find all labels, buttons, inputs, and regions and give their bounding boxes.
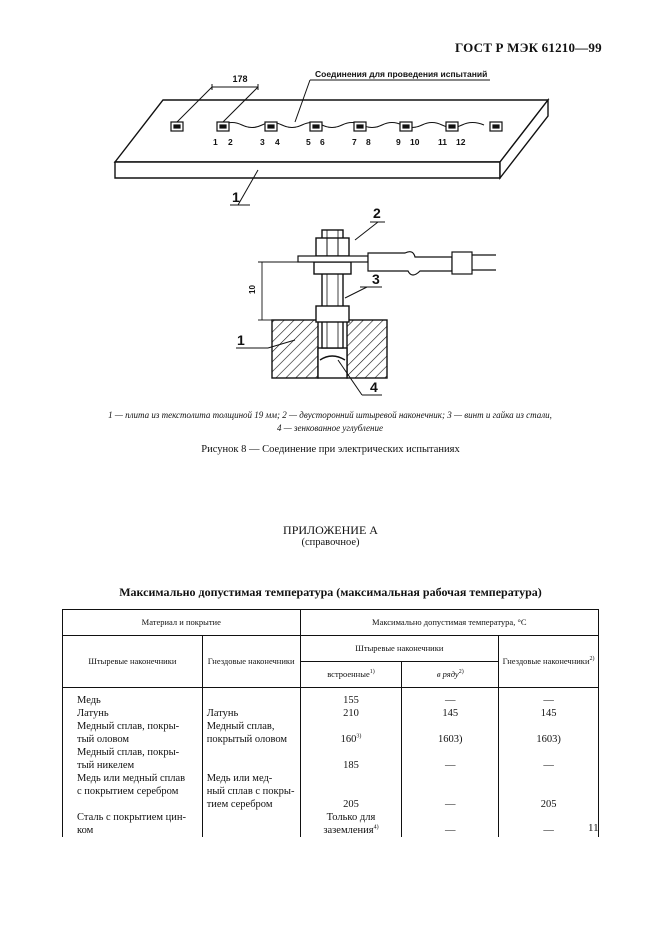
header-socket-col [499,636,599,688]
table-cell-pin: тый оловом [63,733,203,746]
header-pin-group: Штыревые наконечники [300,636,499,662]
plate-section-left [272,320,318,378]
header-material: Материал и покрытие [63,610,301,636]
header-in-row-label: в ряду [436,669,459,679]
table-cell-sock [499,785,599,798]
table-row [63,798,599,811]
table-cell-socket: Медь или мед- [202,772,300,785]
table-cell-pin [63,798,203,811]
table-cell-sock: 205 [499,798,599,811]
terminal-number: 11 [438,137,447,147]
plate-front [115,162,500,178]
figure-legend-line2: 4 — зенкованное углубление [277,423,383,433]
table-cell-row: — [402,824,499,837]
table-cell-sock: — [499,759,599,772]
side-dimension-label: 10 [248,285,257,294]
terminal-number: 6 [320,137,325,147]
table-cell-socket: покрытый оловом [202,733,300,746]
table-cell-built: 185 [300,759,402,772]
table-cell-built: заземления$^{4)}$ [300,824,402,837]
table-cell-pin: Медный сплав, покры- [63,720,203,733]
table-cell-row [402,785,499,798]
table-cell-pin: Медь или медный сплав [63,772,203,785]
table-cell-socket [202,694,300,707]
table-cell-sock: — [499,694,599,707]
table-cell-row [402,772,499,785]
top-nut [316,238,349,256]
terminal-number: 2 [228,137,233,147]
table-row [63,720,599,733]
plate-section-right [347,320,387,378]
table-row [63,707,599,720]
terminal-number: 7 [352,137,357,147]
figure-title: Рисунок 8 — Соединение при электрических испытаниях [201,444,460,455]
terminal-number: 1 [213,137,218,147]
table-cell-socket [202,746,300,759]
table-cell-note: 4) [373,824,379,830]
table-cell-pin: Медь [63,694,203,707]
appendix-title: ПРИЛОЖЕНИЕ А [283,523,378,537]
callout-2: 2 [373,205,381,221]
terminal-number: 4 [275,137,280,147]
washer [314,262,351,274]
table-cell-socket: Латунь [202,707,300,720]
table-cell-pin: тый никелем [63,759,203,772]
table-cell-pin: Медный сплав, покры- [63,746,203,759]
table-cell-socket: тием серебром [202,798,300,811]
callout-3: 3 [372,271,380,287]
pin-terminal-body [368,252,452,275]
terminal-number: 3 [260,137,265,147]
header-built-in-label: встроенные [327,669,370,679]
table-row [63,811,599,824]
figure-legend [60,409,600,435]
header-max-temp: Максимально допустимая температура, °С [300,610,598,636]
table-cell-row: 1603) [402,733,499,746]
table-cell-sock [499,811,599,824]
table-row [63,759,599,772]
callout-1: 1 [237,332,245,348]
table-cell-row: — [402,759,499,772]
header-socket-note: 2) [589,656,595,663]
table-cell-sock: 1603) [499,733,599,746]
connections-label: Соединения для проведения испытаний [315,69,488,79]
table-cell-sock: — [499,824,599,837]
header-pin: Штыревые наконечники [63,636,203,688]
pin-terminal-bar [298,256,368,262]
terminal-number: 12 [456,137,466,147]
table-cell-built [300,746,402,759]
table-title: Максимально допустимая температура (максимальная рабочая температура) [119,585,542,599]
table-cell-built [300,785,402,798]
table-cell-note: 3) [356,733,362,739]
table-cell-pin: Латунь [63,707,203,720]
table-row [63,733,599,746]
table-row [63,772,599,785]
appendix-subtitle: (справочное) [301,537,360,548]
table-row [63,785,599,798]
dimension-top-label: 178 [232,74,248,84]
table-cell-built: Только для [300,811,402,824]
countersink [318,348,347,378]
table-cell-row [402,811,499,824]
table-cell-built: 210 [300,707,402,720]
table-cell-pin: ком [63,824,203,837]
header-in-row-note: 2) [458,669,464,676]
terminal-number: 10 [410,137,420,147]
table-body [63,688,599,837]
header-in-row [402,662,499,688]
lower-nut [316,306,349,322]
table-cell-built: 205 [300,798,402,811]
table-row [63,824,599,837]
table-cell-socket [202,824,300,837]
figure-legend-line1: 1 — плита из текстолита толщиной 19 мм; 2 — двусторонний штыревой наконечник; 3 — винт и гайка из стали, [108,410,552,420]
temperature-table [62,609,599,837]
callout-4: 4 [370,379,378,395]
table-cell-socket [202,811,300,824]
header-socket: Гнездовые наконечники [202,636,300,688]
page-number: 11 [588,822,599,834]
table-cell-sock [499,772,599,785]
table-cell-sock [499,720,599,733]
table-cell-socket: Медный сплав, [202,720,300,733]
table-cell-built [300,720,402,733]
terminal-number: 8 [366,137,371,147]
plate-callout: 1 [232,189,240,205]
table-cell-row: — [402,798,499,811]
table-cell-row: — [402,694,499,707]
terminal-number: 9 [396,137,401,147]
table-cell-pin: с покрытием серебром [63,785,203,798]
table-cell-socket: ный сплав с покры- [202,785,300,798]
connection-figure [0,0,661,420]
table-cell-socket [202,759,300,772]
table-cell-built: 155 [300,694,402,707]
header-socket-col-label: Гнездовые наконечники [502,656,590,666]
table-cell-row [402,720,499,733]
document-code: ГОСТ Р МЭК 61210—99 [455,40,602,55]
table-row [63,694,599,707]
header-built-in-note: 1) [369,669,375,676]
table-cell-sock [499,746,599,759]
table-cell-pin: Сталь с покрытием цин- [63,811,203,824]
table-cell-sock: 145 [499,707,599,720]
terminal-number: 5 [306,137,311,147]
table-cell-row: 145 [402,707,499,720]
table-cell-built [300,772,402,785]
table-cell-built: 160$^{3)}$ [300,733,402,746]
header-built-in [300,662,402,688]
table-cell-row [402,746,499,759]
table-row [63,746,599,759]
